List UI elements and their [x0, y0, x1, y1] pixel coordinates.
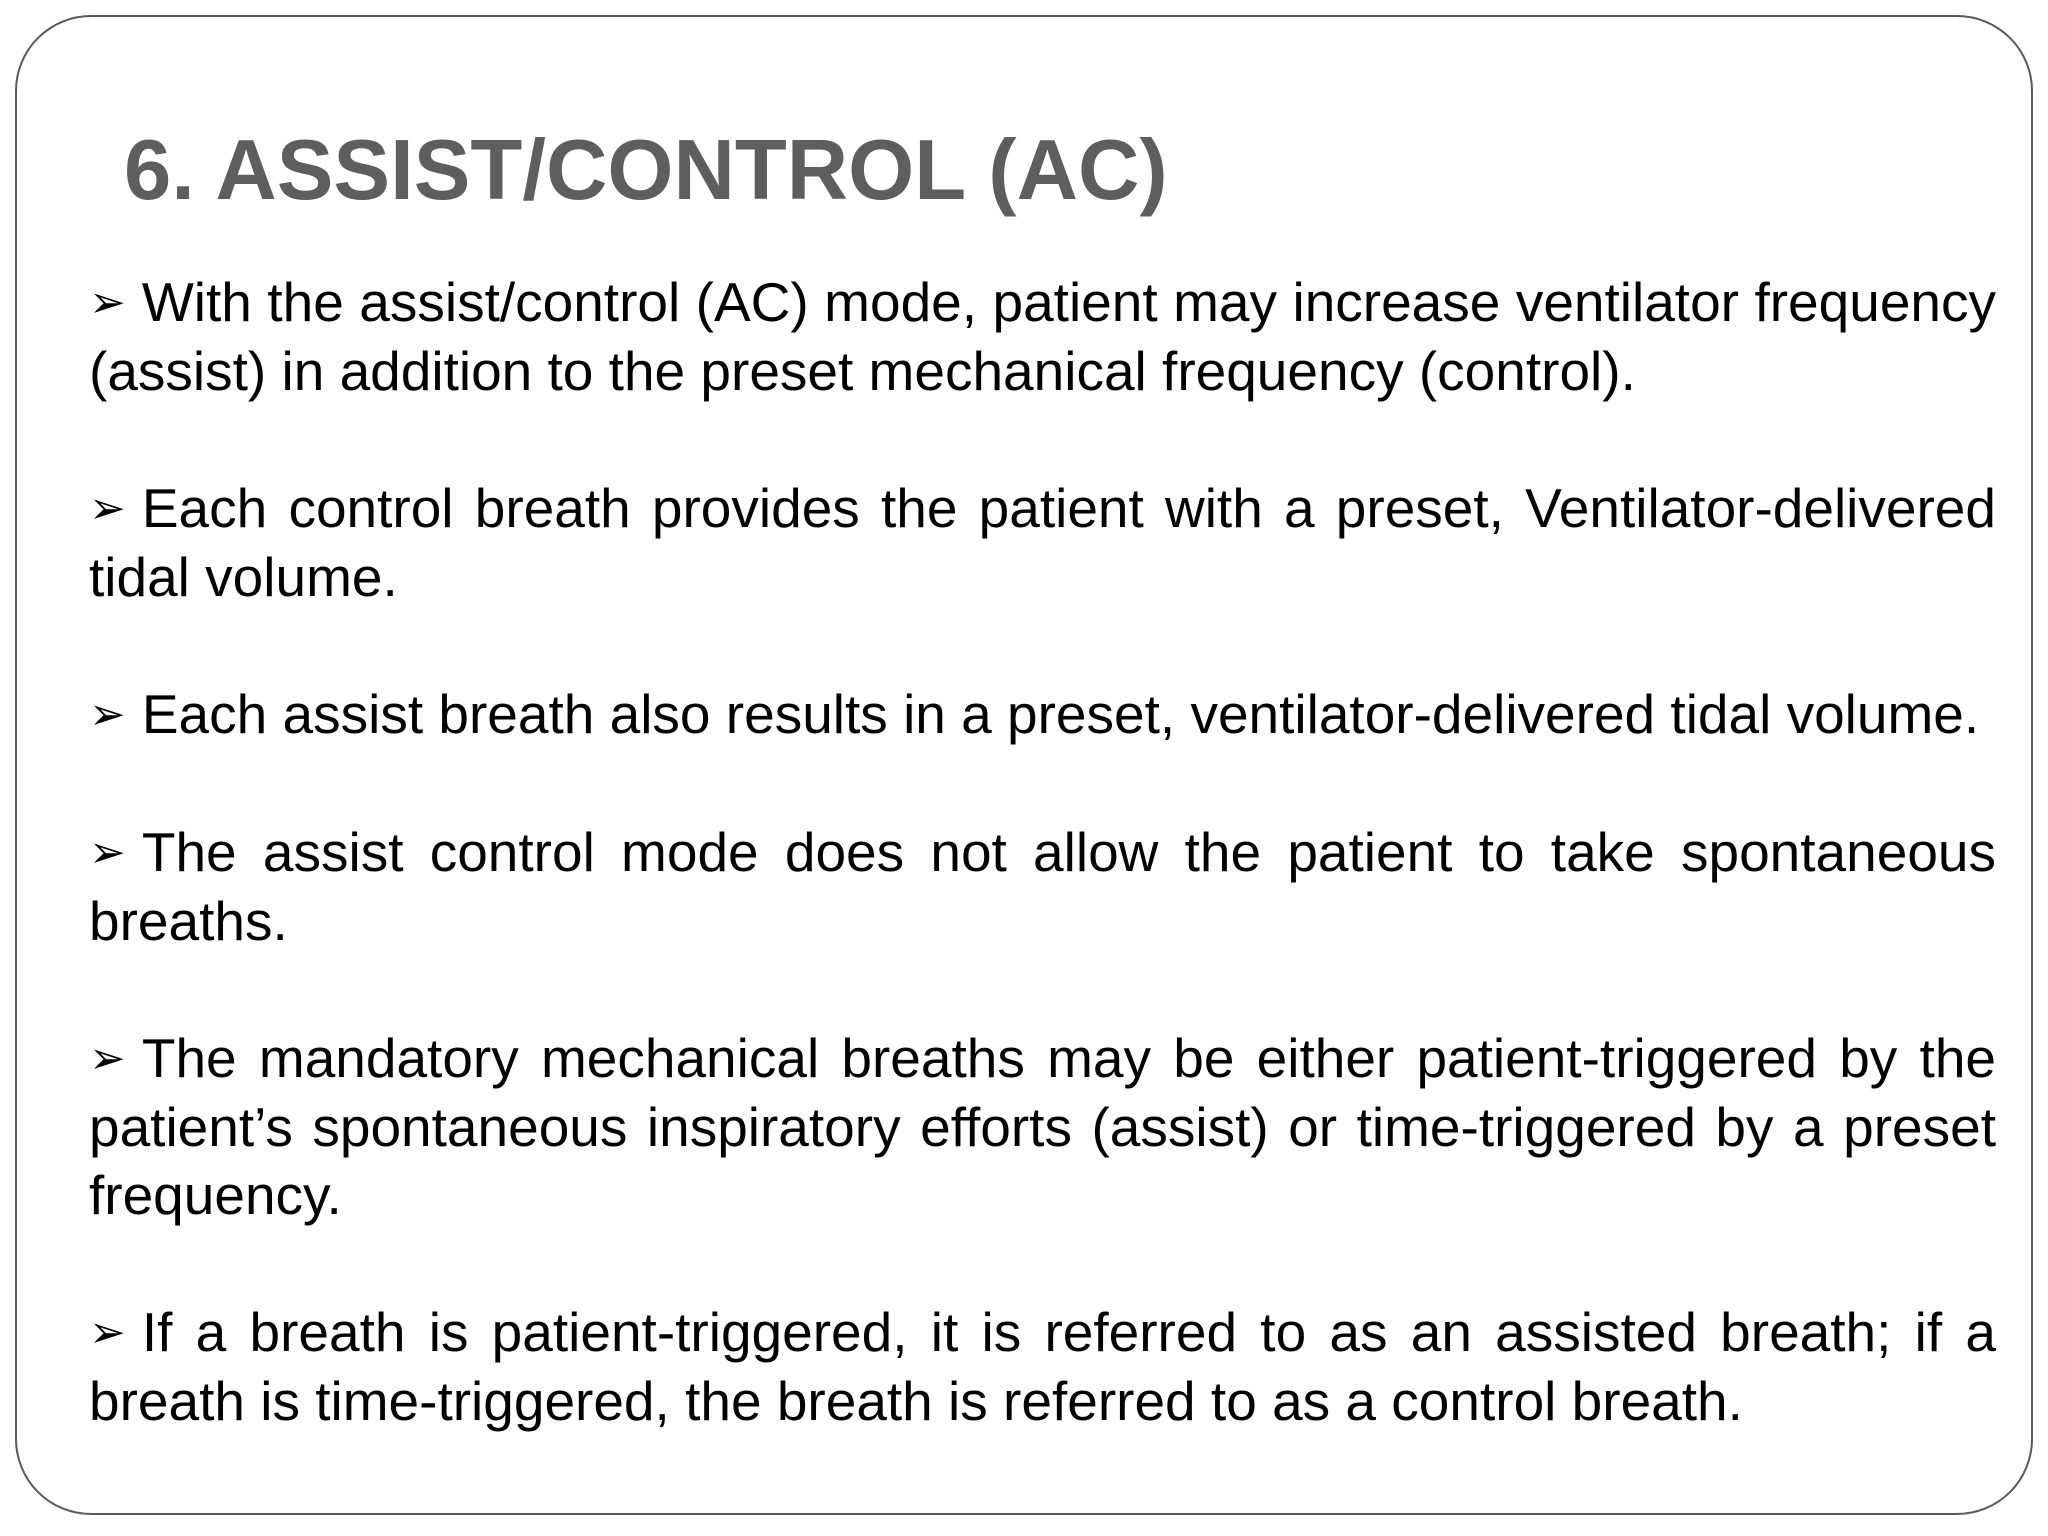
arrow-bullet-icon: ➢ [89, 278, 126, 327]
arrow-bullet-icon: ➢ [89, 828, 126, 877]
bullet-text: Each control breath provides the patient with a preset, Ventilator-delivered tidal volume. [89, 477, 1996, 608]
bullet-item [89, 680, 1996, 749]
bullet-list [89, 268, 1996, 1435]
bullet-item [89, 474, 1996, 611]
bullet-text: With the assist/control (AC) mode, patient may increase ventilator frequency (assist) in addition to the preset mechanical frequency (control). [89, 271, 1996, 402]
bullet-item [89, 818, 1996, 955]
bullet-text: The assist control mode does not allow the patient to take spontaneous breaths. [89, 821, 1996, 952]
arrow-bullet-icon: ➢ [89, 690, 126, 739]
bullet-item [89, 1298, 1996, 1435]
bullet-text: If a breath is patient-triggered, it is referred to as an assisted breath; if a breath is time-triggered, the breath is referred to as a control breath. [89, 1301, 1996, 1432]
bullet-text: Each assist breath also results in a preset, ventilator-delivered tidal volume. [141, 683, 1980, 745]
bullet-text: The mandatory mechanical breaths may be either patient-triggered by the patient’s spontaneous inspiratory efforts (assist) or time-triggered by a preset frequency. [89, 1027, 1996, 1226]
bullet-item [89, 1024, 1996, 1229]
arrow-bullet-icon: ➢ [89, 1308, 126, 1357]
bullet-item [89, 268, 1996, 405]
slide-title: 6. ASSIST/CONTROL (AC) [124, 123, 1168, 218]
arrow-bullet-icon: ➢ [89, 484, 126, 533]
arrow-bullet-icon: ➢ [89, 1034, 126, 1083]
